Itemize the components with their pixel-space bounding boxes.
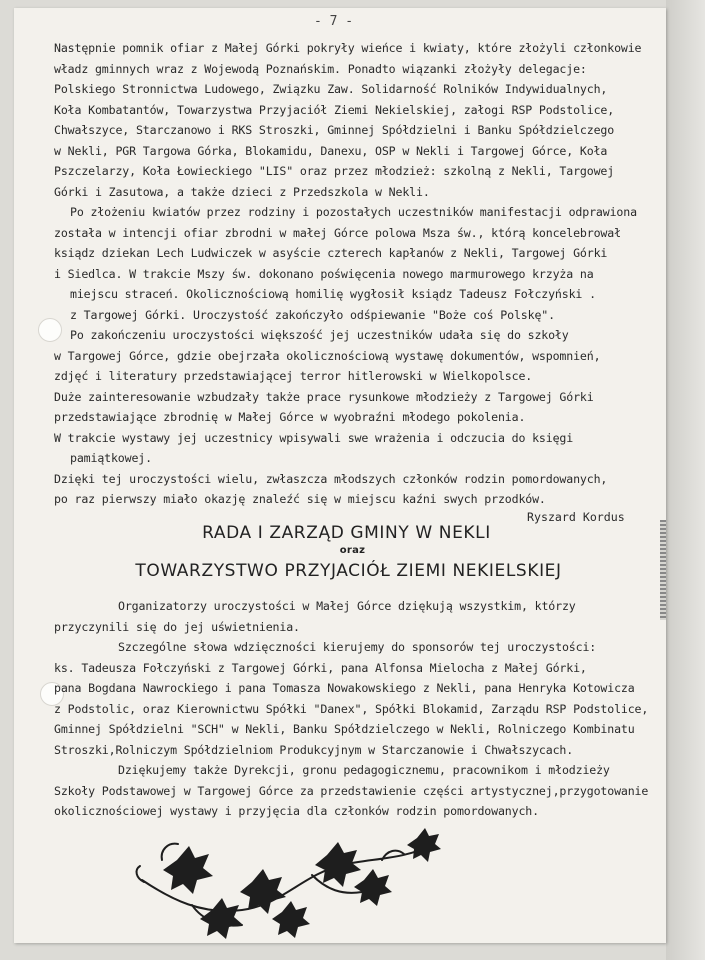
- text-line: Szkoły Podstawowej w Targowej Górce za przedstawienie części artystycznej,przygotowanie: [54, 783, 649, 798]
- text-line: z Podstolic, oraz Kierownictwu Spółki "Danex", Spółki Blokamid, Zarządu RSP Podstolice,: [54, 701, 649, 716]
- text-line: Górki i Zasutowa, a także dzieci z Przedszkola w Nekli.: [54, 184, 430, 199]
- report-text: [54, 38, 652, 510]
- text-line: Polskiego Stronnictwa Ludowego, Związku Zaw. Solidarność Rolników Indywidualnych,: [54, 82, 608, 96]
- text-line: Po zakończeniu uroczystości większość jej uczestników udała się do szkoły: [70, 328, 569, 342]
- text-line: ksiądz dziekan Lech Ludwiczek w asyście czterech kapłanów z Nekli, Targowej Górki: [54, 246, 608, 260]
- text-line: Dziękujemy także Dyrekcji, gronu pedagogicznemu, pracownikom i młodzieży: [118, 763, 610, 777]
- text-line: Następnie pomnik ofiar z Małej Górki pokryły wieńce i kwiaty, które złożyli członkowie: [54, 41, 642, 55]
- text-line: Stroszki,Rolniczym Spółdzielniom Produkcyjnym w Starczanowie i Chwałszycach.: [54, 742, 574, 757]
- text-line: Chwałszyce, Starczanowo i RKS Stroszki, Gminnej Spółdzielni i Banku Spółdzielczego: [54, 123, 615, 137]
- text-line: została w intencji ofiar zbrodni w małej Górce polowa Msza św., którą koncelebrował: [54, 225, 621, 240]
- scan-edge: [666, 0, 705, 960]
- text-line: W trakcie wystawy jej uczestnicy wpisywali swe wrażenia i odczucia do księgi: [54, 430, 574, 445]
- ivy-leaf: [272, 901, 310, 938]
- ivy-leaf: [407, 828, 441, 862]
- ivy-leaf: [315, 842, 361, 887]
- text-line: przedstawiające zbrodnię w Małej Górce w wyobraźni młodego pokolenia.: [54, 410, 526, 424]
- ivy-ornament: [132, 820, 452, 940]
- text-line: pamiątkowej.: [70, 451, 152, 465]
- text-line: Duże zainteresowanie wzbudzały także prace rysunkowe młodzieży z Targowej Górki: [54, 389, 594, 404]
- ivy-leaf: [163, 846, 213, 894]
- text-line: po raz pierwszy miało okazję znaleźć się w miejscu kaźni swych przodków.: [54, 492, 546, 506]
- text-line: Szczególne słowa wdzięczności kierujemy do sponsorów tej uroczystości:: [118, 640, 597, 654]
- signature: Ryszard Kordus: [527, 510, 625, 524]
- thanks-text: [54, 596, 652, 822]
- text-line: w Nekli, PGR Targowa Górka, Blokamidu, Danexu, OSP w Nekli i Targowej Górce, Koła: [54, 143, 608, 158]
- text-line: miejscu straceń. Okolicznościową homilię wygłosił ksiądz Tadeusz Fołczyński .: [70, 287, 596, 301]
- text-line: Gminnej Spółdzielni "SCH" w Nekli, Banku Spółdzielczego w Nekli, Rolniczego Kombinatu: [54, 722, 635, 736]
- heading-society: TOWARZYSTWO PRZYJACIÓŁ ZIEMI NEKIELSKIEJ: [135, 561, 562, 581]
- text-line: Organizatorzy uroczystości w Małej Górce dziękują wszystkim, którzy: [118, 599, 576, 613]
- page-number: - 7 -: [314, 14, 354, 29]
- heading-conjunction: oraz: [339, 545, 366, 556]
- text-line: przyczynili się do jej uświetnienia.: [54, 619, 300, 634]
- text-line: okolicznościowej wystawy i przyjęcia dla członków rodzin pomordowanych.: [54, 804, 539, 818]
- text-line: zdjęć i literatury przedstawiającej terror hitlerowski w Wielkopolsce.: [54, 369, 533, 383]
- text-line: Po złożeniu kwiatów przez rodziny i pozostałych uczestników manifestacji odprawiona: [70, 205, 637, 219]
- heading-council: RADA I ZARZĄD GMINY W NEKLI: [202, 523, 491, 543]
- text-line: z Targowej Górki. Uroczystość zakończyło odśpiewanie "Boże coś Polskę".: [70, 307, 555, 322]
- text-line: pana Bogdana Nawrockiego i pana Tomasza Nowakowskiego z Nekli, pana Henryka Kotowicza: [54, 681, 635, 695]
- ivy-leaf: [200, 898, 242, 939]
- vine-tendril: [162, 844, 178, 860]
- text-line: Koła Kombatantów, Towarzystwa Przyjaciół Ziemi Nekielskiej, załogi RSP Podstolice,: [54, 102, 615, 117]
- text-line: i Siedlca. W trakcie Mszy św. dokonano poświęcenia nowego marmurowego krzyża na: [54, 266, 594, 281]
- ivy-leaf: [240, 869, 286, 914]
- text-line: Pszczelarzy, Koła Łowieckiego "LIS" oraz przez młodzież: szkolną z Nekli, Targowej: [54, 164, 615, 178]
- text-line: ks. Tadeusza Fołczyński z Targowej Górki, pana Alfonsa Mielocha z Małej Górki,: [54, 660, 587, 675]
- ivy-leaf: [354, 869, 392, 906]
- text-line: Dzięki tej uroczystości wielu, zwłaszcza młodszych członków rodzin pomordowanych,: [54, 471, 608, 486]
- text-line: w Targowej Górce, gdzie obejrzała okolicznościową wystawę dokumentów, wspomnień,: [54, 348, 601, 363]
- text-line: władz gminnych wraz z Wojewodą Poznańskim. Ponadto wiązanki złożyły delegacje:: [54, 61, 587, 76]
